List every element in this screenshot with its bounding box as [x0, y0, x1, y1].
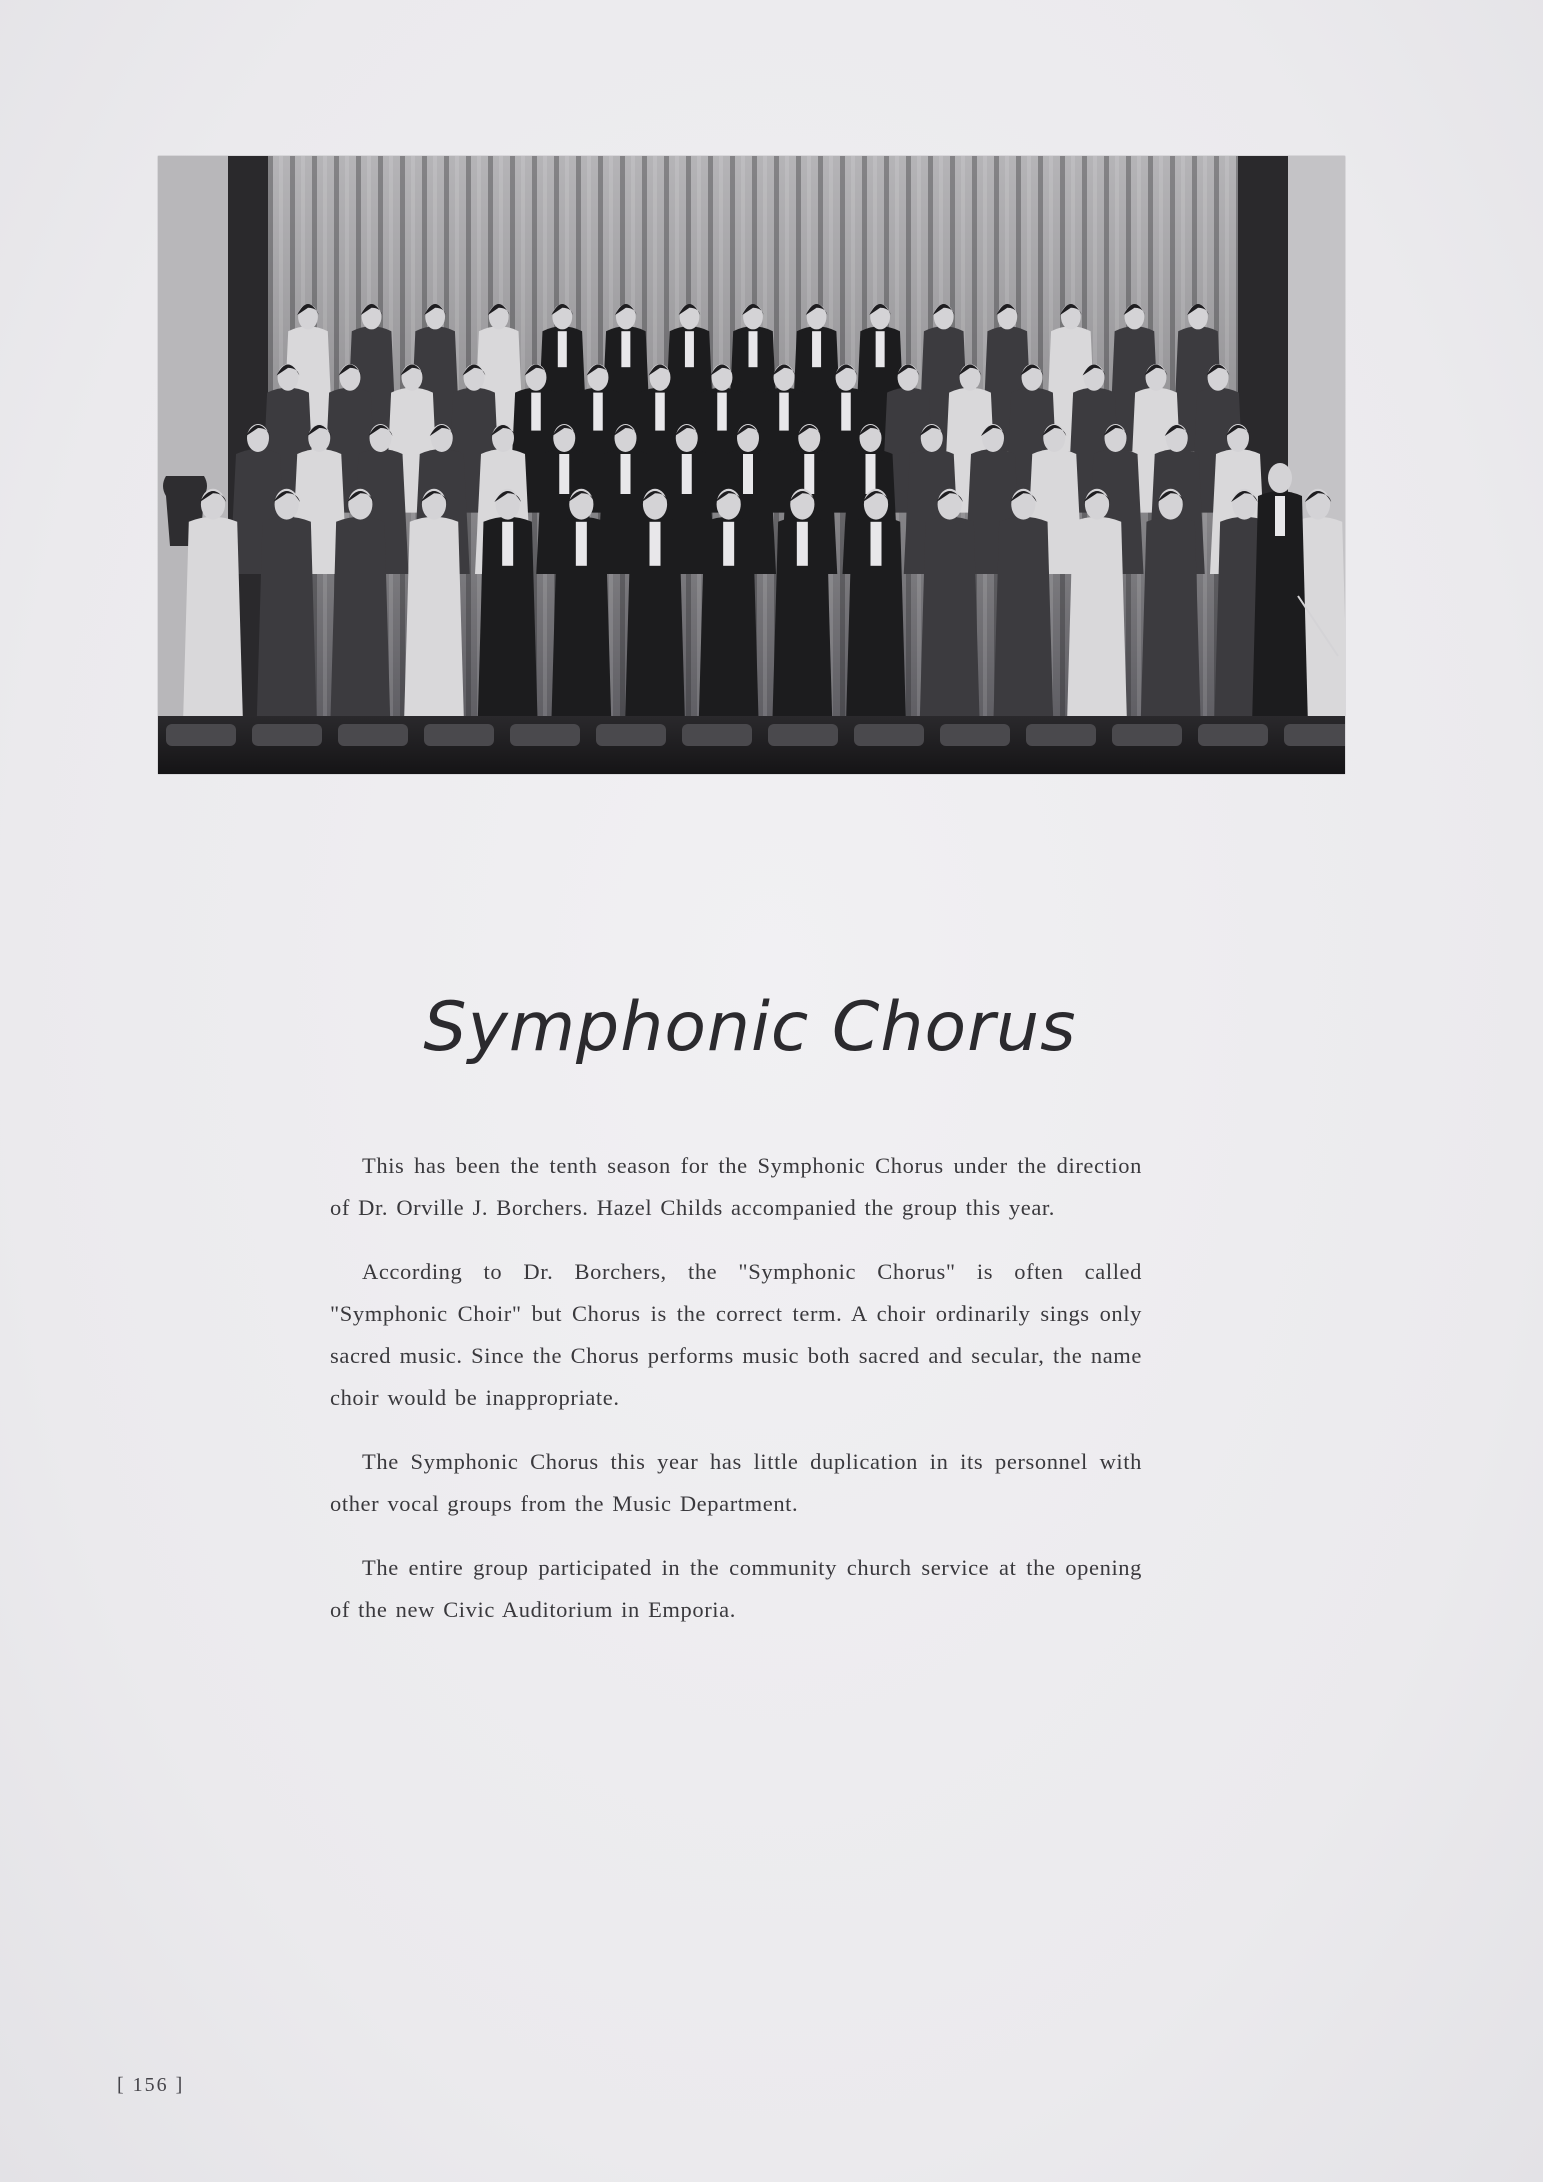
chorus-member [551, 489, 613, 752]
auditorium-seat [596, 724, 666, 746]
chorus-member [698, 489, 760, 752]
auditorium-seat [338, 724, 408, 746]
chorus-member [330, 489, 392, 752]
chorus-member [1066, 489, 1128, 752]
chorus-member [403, 489, 465, 752]
auditorium-seat [1284, 724, 1345, 746]
chorus-member [624, 489, 686, 752]
auditorium-seat [510, 724, 580, 746]
auditorium-seat [768, 724, 838, 746]
auditorium-seat [940, 724, 1010, 746]
chorus-member [993, 489, 1055, 752]
chorus-member [845, 489, 907, 752]
auditorium-seat [424, 724, 494, 746]
chorus-member [182, 489, 244, 752]
page-number: [ 156 ] [117, 2074, 185, 2096]
paragraph-2: According to Dr. Borchers, the "Symphonic Chorus" is often called "Symphonic Choir" but Chorus is the correct term. A choir ordinarily sings only sacred music. Since the Chorus performs music both sacred and secular, the name choir would be inappropriate. [330, 1259, 1142, 1410]
auditorium-seat [682, 724, 752, 746]
paragraph-1: This has been the tenth season for the Symphonic Chorus under the direction of Dr. Orville J. Borchers. Hazel Childs accompanied the group this year. [330, 1153, 1142, 1220]
chorus-member [477, 489, 539, 752]
page-title: Symphonic Chorus [423, 988, 1077, 1067]
auditorium-seat [252, 724, 322, 746]
chorus-group-photo [158, 156, 1345, 774]
auditorium-seat [1026, 724, 1096, 746]
chorus-member [772, 489, 834, 752]
paragraph-4: The entire group participated in the community church service at the opening of the new Civic Auditorium in Emporia. [330, 1555, 1142, 1622]
chorus-member [256, 489, 318, 752]
group-photo-graphic [158, 156, 1345, 774]
auditorium-seat [166, 724, 236, 746]
chorus-member [1140, 489, 1202, 752]
auditorium-seat [854, 724, 924, 746]
paragraph-3: The Symphonic Chorus this year has little duplication in its personnel with other vocal groups from the Music Department. [330, 1449, 1142, 1516]
auditorium-seat [1112, 724, 1182, 746]
chorus-member [919, 489, 981, 752]
article-body [330, 1145, 1142, 1653]
auditorium-seat [1198, 724, 1268, 746]
